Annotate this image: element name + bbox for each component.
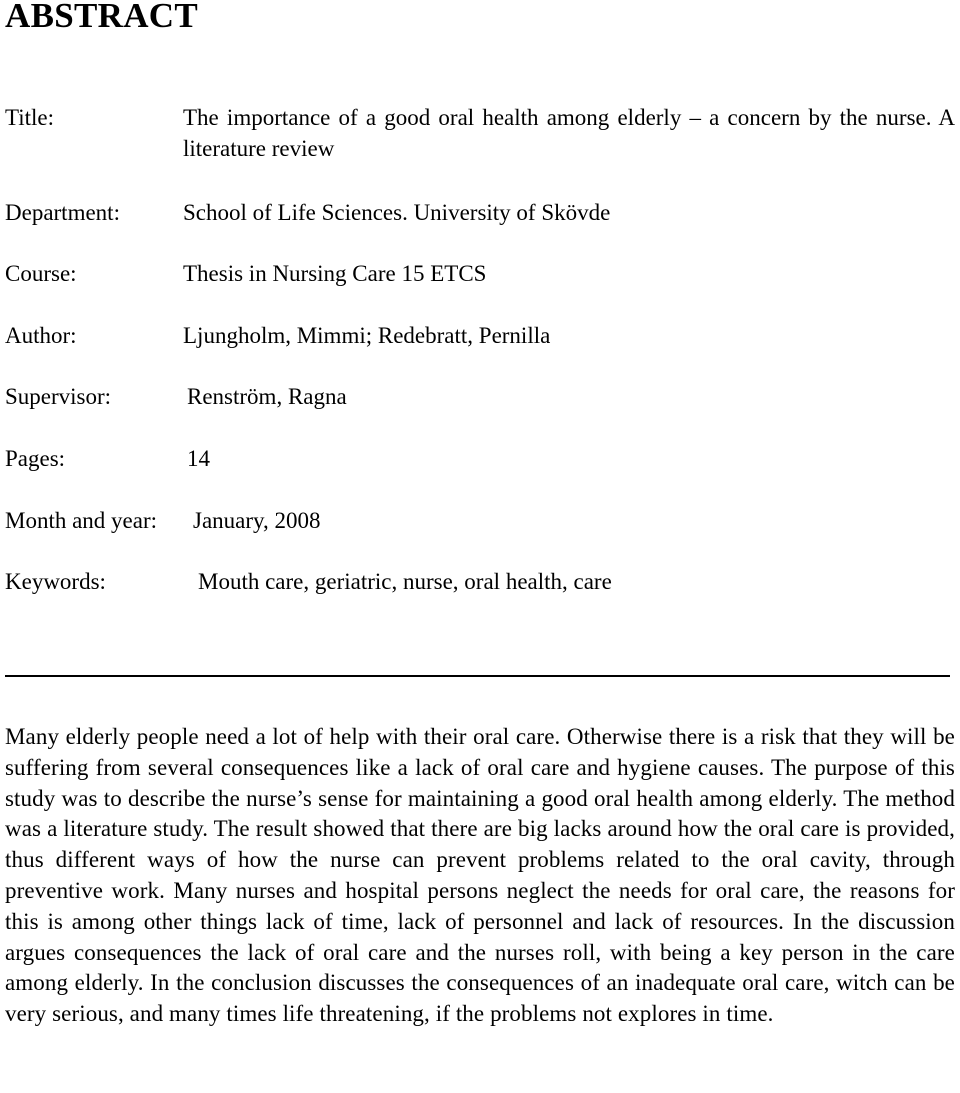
month-year-value: January, 2008 — [193, 508, 321, 533]
title-label: Title: — [5, 105, 55, 130]
abstract-body: Many elderly people need a lot of help with their oral care. Otherwise there is a risk that they will be suffering from several consequences like a lack of oral care and hygiene causes. The purpose of this study was to describe the nurse’s sense for maintaining a good oral health among elderly. The method was a literature study. The result showed that there are big lacks around how the oral care is provided, thus different ways of how the nurse can prevent problems related to the oral cavity, through preventive work. Many nurses and hospital persons neglect the needs for oral care, the reasons for this is among other things lack of time, lack of personnel and lack of resources. In the discussion argues consequences the lack of oral care and the nurses roll, with being a key person in the care among elderly. In the conclusion discusses the consequences of an inadequate oral care, witch can be very serious, and many times life threatening, if the problems not explores in time. — [5, 724, 955, 1027]
pages-label: Pages: — [5, 446, 66, 471]
section-divider — [5, 675, 950, 677]
course-value: Thesis in Nursing Care 15 ETCS — [183, 261, 487, 286]
keywords-label: Keywords: — [5, 569, 106, 594]
department-value: School of Life Sciences. University of Skövde — [183, 200, 611, 225]
keywords-value: Mouth care, geriatric, nurse, oral health, care — [198, 569, 612, 594]
supervisor-value: Renström, Ragna — [187, 384, 347, 409]
course-label: Course: — [5, 261, 77, 286]
month-year-label: Month and year: — [5, 508, 158, 533]
author-value: Ljungholm, Mimmi; Redebratt, Pernilla — [183, 323, 551, 348]
supervisor-label: Supervisor: — [5, 384, 112, 409]
author-label: Author: — [5, 323, 77, 348]
title-value: The importance of a good oral health among elderly – a concern by the nurse. A literature review — [183, 105, 955, 161]
page-heading: ABSTRACT — [5, 0, 199, 35]
pages-value: 14 — [187, 446, 210, 471]
department-label: Department: — [5, 200, 120, 225]
